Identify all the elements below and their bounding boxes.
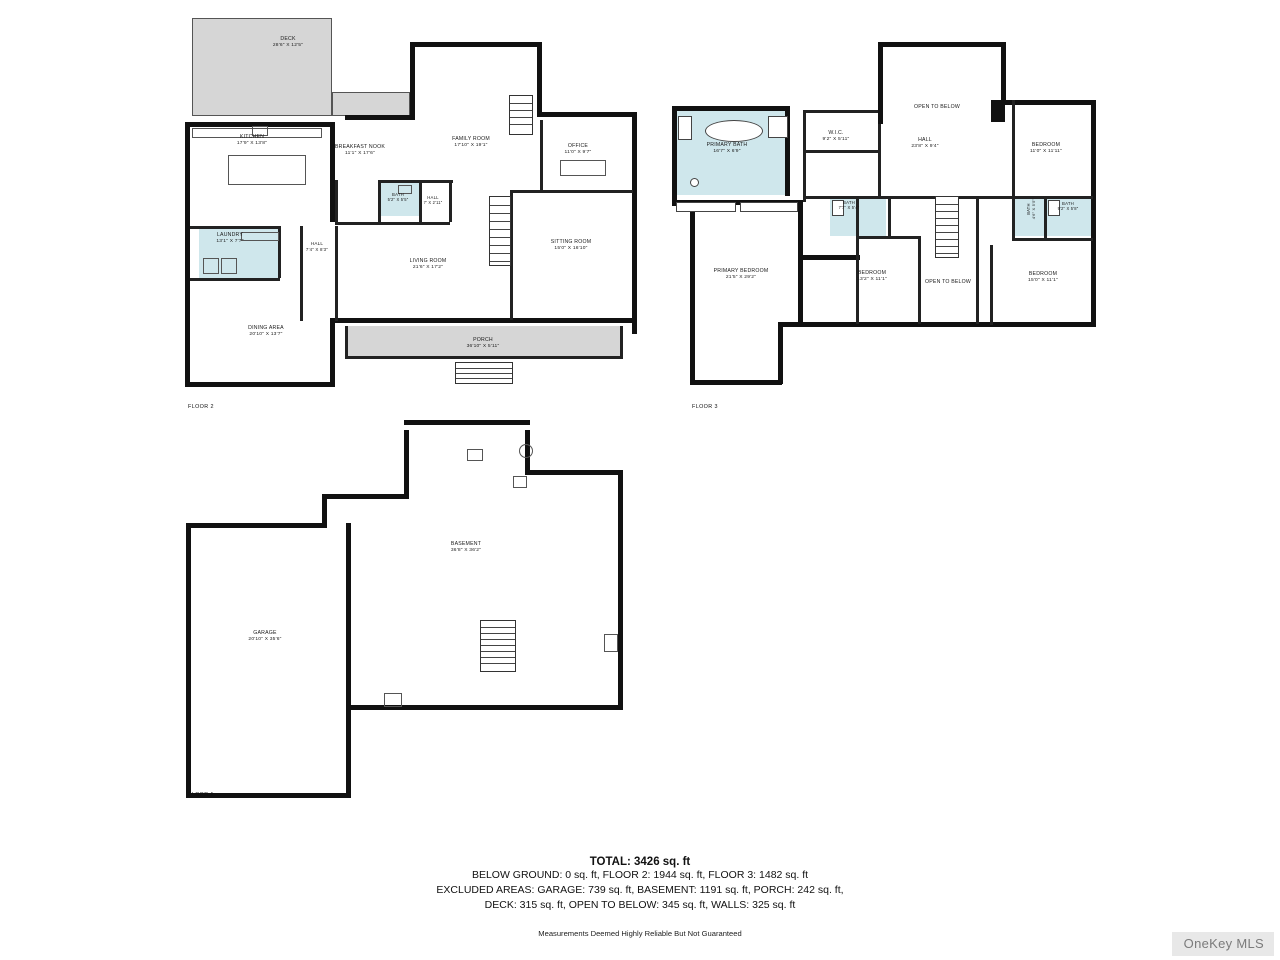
- room-label: HALL 7'4" X 8'3": [305, 241, 329, 252]
- wall: [1091, 100, 1096, 322]
- wall: [335, 226, 338, 321]
- wall: [378, 180, 381, 222]
- vanity-fixture: [678, 116, 692, 140]
- room-label: KITCHEN 17'9" X 13'8": [236, 134, 268, 146]
- wall: [540, 120, 543, 190]
- wall: [806, 150, 878, 153]
- wall: [888, 196, 891, 236]
- wall: [525, 470, 623, 475]
- closet-shelf: [676, 202, 736, 212]
- shower-fixture: [768, 116, 788, 138]
- disclaimer-block: [0, 929, 1280, 938]
- wall: [404, 430, 409, 498]
- total-area: TOTAL: 3426 sq. ft: [589, 856, 691, 868]
- wall: [185, 222, 190, 387]
- wall: [345, 326, 348, 359]
- room-label: PRIMARY BEDROOM 21'5" X 29'2": [713, 268, 769, 280]
- watermark-onekey-mls: [1172, 932, 1274, 956]
- room-label: BREAKFAST NOOK 11'1" X 17'6": [335, 144, 385, 156]
- wall: [185, 382, 335, 387]
- wall: [878, 42, 883, 124]
- open-to-below-fill: [878, 44, 1008, 126]
- floor-tag-floor-2: FLOOR 2: [188, 404, 214, 410]
- wall: [346, 523, 351, 798]
- room-label: BEDROOM 15'0" X 11'1": [1028, 271, 1058, 283]
- wall: [632, 112, 637, 334]
- wall: [990, 245, 993, 325]
- office-desk: [560, 160, 606, 176]
- basement-window: [467, 449, 483, 461]
- watermark-text: OneKey MLS: [1183, 936, 1264, 951]
- wall: [330, 318, 335, 387]
- hall-closet-f2: [241, 232, 279, 241]
- closet-shelf: [740, 202, 798, 212]
- basement-window: [513, 476, 527, 488]
- room-label: HALL 23'8" X 9'4": [911, 137, 939, 149]
- toilet-fixture: [690, 178, 699, 187]
- wall: [803, 110, 806, 202]
- wall: [778, 322, 1096, 327]
- wall: [330, 318, 635, 323]
- bathtub-fixture: [705, 120, 763, 142]
- room-label: BATH 7'7" X 5'4": [838, 200, 860, 211]
- wall: [537, 112, 637, 117]
- deck-step-outline: [332, 92, 410, 116]
- room-label: W.I.C. 9'2" X 5'11": [822, 130, 850, 142]
- room-label: FAMILY ROOM 17'10" X 19'1": [452, 136, 490, 148]
- area-breakdown-line-1: BELOW GROUND: 0 sq. ft, FLOOR 2: 1944 sq. ft, FLOOR 3: 1482 sq. ft: [471, 869, 809, 881]
- room-label: BEDROOM 11'0" X 11'11": [1029, 142, 1063, 154]
- kitchen-island: [228, 155, 306, 185]
- wall: [672, 106, 790, 111]
- wall: [404, 420, 530, 425]
- room-label: OPEN TO BELOW: [925, 279, 971, 285]
- room-label: LAUNDRY 13'1" X 7'7": [216, 232, 244, 244]
- wall: [778, 322, 783, 384]
- room-label: HALL 7' X 2'11": [423, 195, 443, 206]
- wall: [322, 494, 409, 499]
- wall: [856, 196, 859, 324]
- summary-block: [0, 856, 1280, 914]
- wall: [690, 380, 782, 385]
- room-label: PORCH 36'10" X 5'11": [466, 337, 500, 349]
- room-label: BATH 5'2" X 5'5": [387, 192, 409, 203]
- disclaimer-text: Measurements Deemed Highly Reliable But Not Guaranteed: [538, 929, 742, 938]
- floor-2-plan: [0, 0, 660, 420]
- wall: [918, 236, 921, 324]
- room-label: OPEN TO BELOW: [914, 104, 960, 110]
- wall: [186, 523, 327, 528]
- wall: [1001, 42, 1006, 102]
- laundry-washer: [203, 258, 219, 274]
- wall: [449, 180, 452, 222]
- room-label: OFFICE 11'0" X 9'7": [564, 143, 592, 155]
- staircase-floor-3: [935, 196, 959, 258]
- room-label: SITTING ROOM 15'0" X 16'10": [550, 239, 592, 251]
- wall: [1012, 238, 1093, 241]
- wall: [1012, 100, 1015, 196]
- room-label: DECK 28'6" X 12'5": [272, 36, 304, 48]
- room-label: DINING AREA 20'10" X 13'7": [248, 325, 284, 337]
- wall: [1044, 196, 1047, 241]
- basement-window: [384, 693, 402, 707]
- wall: [410, 42, 542, 47]
- wall: [618, 470, 623, 510]
- staircase-basement: [480, 620, 516, 672]
- room-label: BATH 4'6" X 5'5": [1025, 198, 1037, 220]
- staircase-floor-2: [489, 196, 511, 266]
- laundry-dryer: [221, 258, 237, 274]
- wall: [419, 180, 422, 222]
- basement-window: [604, 634, 618, 652]
- wall: [410, 42, 415, 120]
- room-label: BATH 9'2" X 5'8": [1057, 201, 1079, 212]
- wall: [185, 122, 190, 222]
- floor-1-plan: [0, 420, 660, 820]
- floor-tag-floor-3: FLOOR 3: [692, 404, 718, 410]
- wall: [300, 226, 303, 321]
- wall: [803, 110, 878, 113]
- wall: [186, 523, 191, 798]
- porch-steps: [455, 362, 513, 384]
- wall: [878, 124, 881, 196]
- wall: [878, 42, 1006, 47]
- room-label: BEDROOM 13'2" X 11'1": [857, 270, 887, 282]
- deck-outline: [192, 18, 332, 116]
- room-label: LIVING ROOM 21'6" X 17'2": [409, 258, 447, 270]
- utility-icon: [519, 444, 533, 458]
- wall: [798, 255, 860, 260]
- wall: [976, 196, 979, 324]
- family-room-stairs: [509, 95, 533, 135]
- area-breakdown-line-3: DECK: 315 sq. ft, OPEN TO BELOW: 345 sq. ft, WALLS: 325 sq. ft: [484, 899, 796, 912]
- room-label: GARAGE 20'10" X 35'6": [248, 630, 282, 642]
- wall: [620, 326, 623, 359]
- wall: [345, 115, 415, 120]
- wall: [378, 180, 453, 183]
- wall: [856, 236, 921, 239]
- wall: [690, 200, 695, 385]
- area-breakdown-line-2: EXCLUDED AREAS: GARAGE: 739 sq. ft, BASEMENT: 1191 sq. ft, PORCH: 242 sq. ft,: [436, 884, 844, 897]
- wall: [537, 42, 542, 112]
- wall: [1001, 100, 1096, 105]
- wall: [798, 200, 803, 260]
- wall: [672, 106, 677, 206]
- floor-tag-floor-1: FLOOR 1: [188, 792, 214, 798]
- wall: [335, 222, 450, 225]
- wall: [345, 356, 623, 359]
- room-label: PRIMARY BATH 16'7" X 6'9": [706, 142, 748, 154]
- wall: [190, 278, 280, 281]
- room-label: BASEMENT 36'8" X 36'2": [450, 541, 482, 553]
- wall: [1012, 196, 1015, 241]
- wall: [335, 180, 338, 225]
- wall: [618, 505, 623, 710]
- floor-3-plan: [660, 0, 1280, 420]
- wall: [798, 255, 803, 325]
- wall: [190, 226, 280, 229]
- wall: [510, 190, 633, 193]
